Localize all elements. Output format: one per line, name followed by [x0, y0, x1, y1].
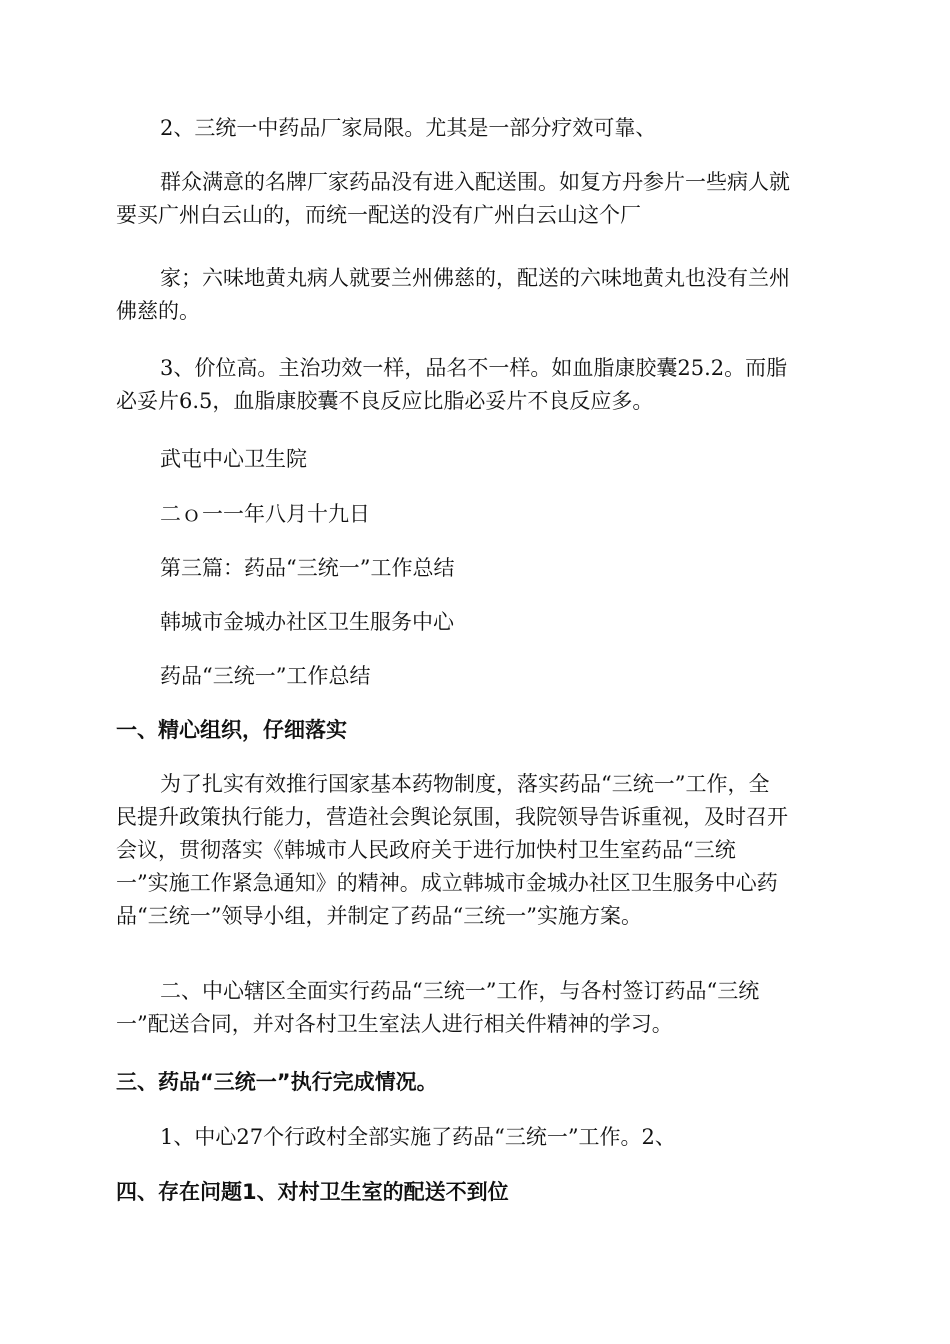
- signature-date: 二ｏ一一年八月十九日: [160, 502, 370, 526]
- paragraph-organization: 为了扎实有效推行国家基本药物制度，落实药品“三统一”工作，全 民提升政策执行能力，营造社会舆论氛围，我院领导告诉重视，及时召开 会议，贯彻落实《韩城市人民政府关于进行加快村卫生室药品“三统 一”实施工作紧急通知》的精神。成立韩城市金城办社区卫生服务中心药 品“三统一”领导小组，并制定了药品“三统一”实施方案。: [116, 772, 788, 928]
- section-2: 二、中心辖区全面实行药品“三统一”工作，与各村签订药品“三统 一”配送合同，并对各村卫生室法人进行相关件精神的学习。: [116, 979, 760, 1036]
- section-heading-3: 三、药品“三统一”执行完成情况。: [116, 1070, 438, 1094]
- organization-name: 韩城市金城办社区卫生服务中心: [160, 610, 454, 634]
- signature-hospital: 武屯中心卫生院: [160, 447, 307, 471]
- report-title: 药品“三统一”工作总结: [160, 664, 371, 688]
- chapter-title: 第三篇：药品“三统一”工作总结: [160, 556, 455, 580]
- paragraph-brand-drugs: 群众满意的名牌厂家药品没有进入配送围。如复方丹参片一些病人就 要买广州白云山的，而统一配送的没有广州白云山这个厂: [116, 170, 790, 227]
- paragraph-factory-limit: 2、三统一中药品厂家局限。尤其是一部分疗效可靠、: [160, 116, 657, 140]
- paragraph-villages: 1、中心27个行政村全部实施了药品“三统一”工作。2、: [160, 1125, 676, 1149]
- section-heading-1: 一、精心组织，仔细落实: [116, 718, 347, 742]
- paragraph-liuwei: 家；六味地黄丸病人就要兰州佛慈的，配送的六味地黄丸也没有兰州 佛慈的。: [116, 266, 790, 323]
- section-heading-4: 四、存在问题1、对村卫生室的配送不到位: [116, 1180, 509, 1204]
- paragraph-price: 3、价位高。主治功效一样，品名不一样。如血脂康胶囊25.2。而脂 必妥片6.5，血脂康胶囊不良反应比脂必妥片不良反应多。: [116, 356, 788, 413]
